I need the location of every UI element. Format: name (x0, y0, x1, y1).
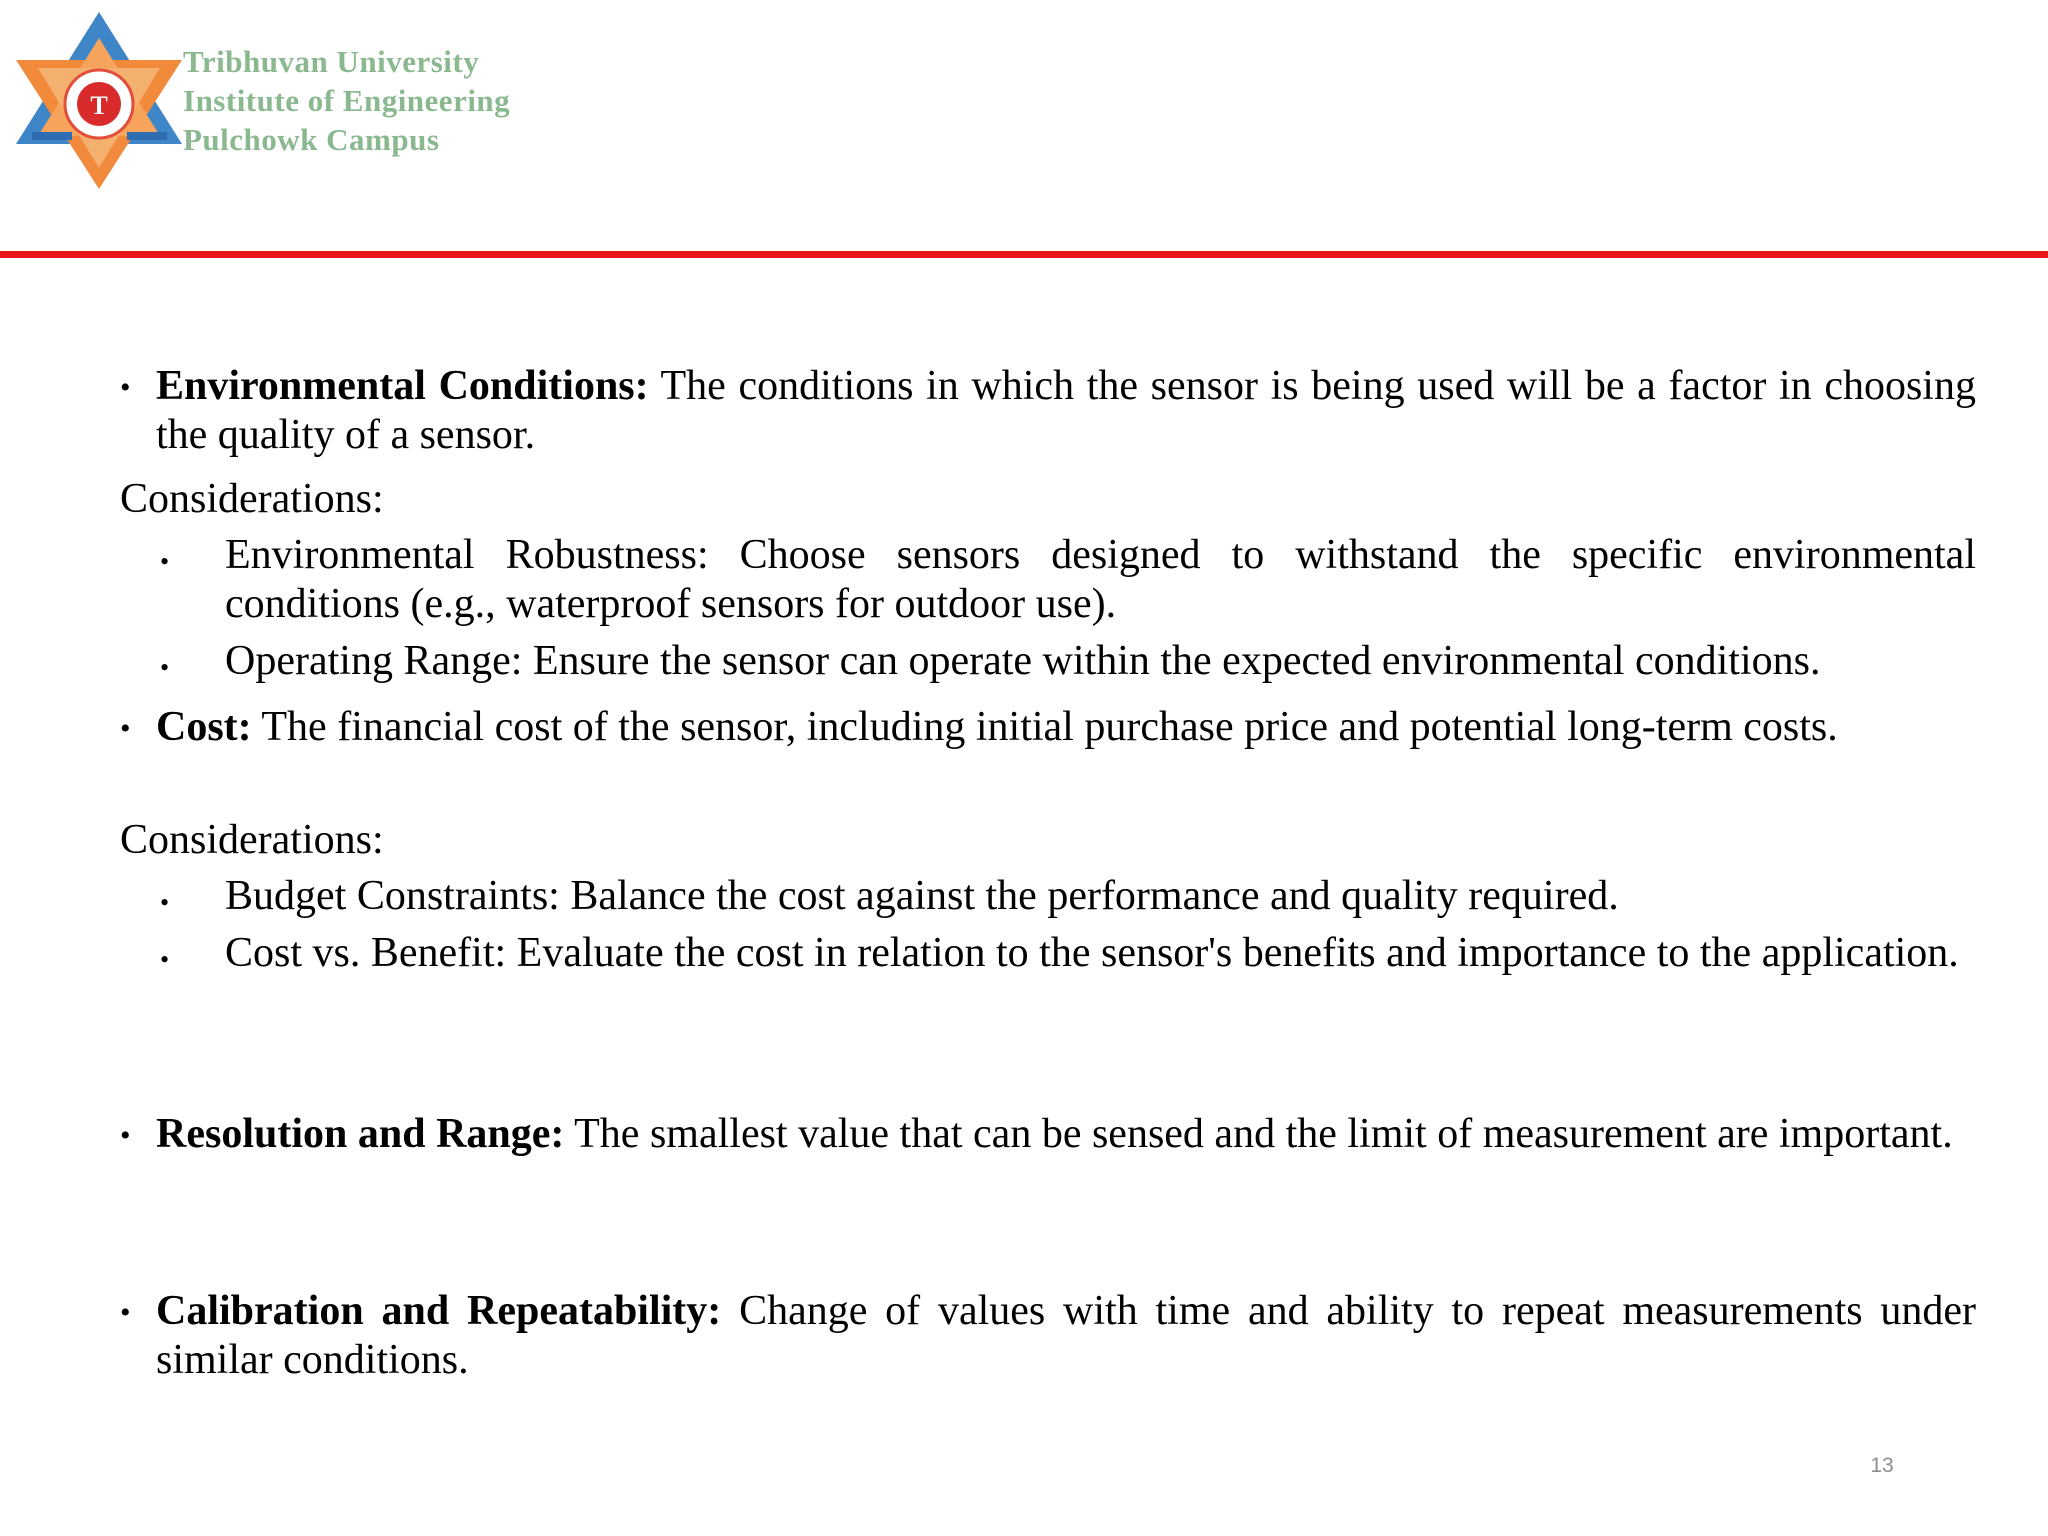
consideration-item: Environmental Robustness: Choose sensors designed to withstand the specific environmental conditions (e.g., waterproof sensors for outdoor use). (225, 532, 1976, 627)
list-item-calibration-and-repeatability (156, 1287, 1976, 1385)
svg-text:T: T (90, 91, 108, 120)
tribhuvan-university-emblem-icon (12, 8, 187, 193)
sub-bullet-icon: • (160, 888, 170, 917)
sub-bullet-icon: • (160, 547, 170, 576)
bullet-icon: • (120, 1119, 131, 1152)
item-text: The financial cost of the sensor, including initial purchase price and potential long-term costs. (261, 704, 1838, 750)
bullet-icon: • (120, 712, 131, 745)
list-item-resolution-and-range (156, 1110, 1976, 1159)
consideration-item: Cost vs. Benefit: Evaluate the cost in relation to the sensor's benefits and importance to the application. (225, 930, 1959, 976)
considerations-label: Considerations: (120, 476, 384, 522)
consideration-item: Budget Constraints: Balance the cost against the performance and quality required. (225, 873, 1619, 919)
logo-line-university: Tribhuvan University (183, 44, 480, 79)
item-text: Change of values with time and ability to repeat measurements under similar conditions. (156, 1288, 1977, 1383)
item-term: Cost: (156, 704, 252, 750)
consideration-item: Operating Range: Ensure the sensor can operate within the expected environmental conditions. (225, 638, 1821, 684)
logo-line-campus: Pulchowk Campus (183, 122, 440, 157)
item-term: Resolution and Range: (156, 1111, 565, 1157)
item-term: Calibration and Repeatability: (156, 1288, 722, 1334)
considerations-label: Considerations: (120, 817, 384, 863)
sub-bullet-icon: • (160, 653, 170, 682)
sub-bullet-icon: • (160, 945, 170, 974)
bullet-icon: • (120, 1296, 131, 1329)
header-divider (0, 251, 2048, 258)
institution-logo (12, 8, 602, 198)
bullet-icon: • (120, 371, 131, 404)
institution-name (183, 42, 510, 159)
page-number: 13 (1870, 1454, 1894, 1477)
logo-line-institute: Institute of Engineering (183, 83, 511, 118)
list-item-environmental-conditions (156, 362, 1976, 460)
item-text: The smallest value that can be sensed and the limit of measurement are important. (574, 1111, 1953, 1157)
list-item-cost (156, 703, 1976, 752)
item-text: The conditions in which the sensor is being used will be a factor in choosing the quality of a sensor. (156, 363, 1976, 458)
item-term: Environmental Conditions: (156, 363, 649, 409)
